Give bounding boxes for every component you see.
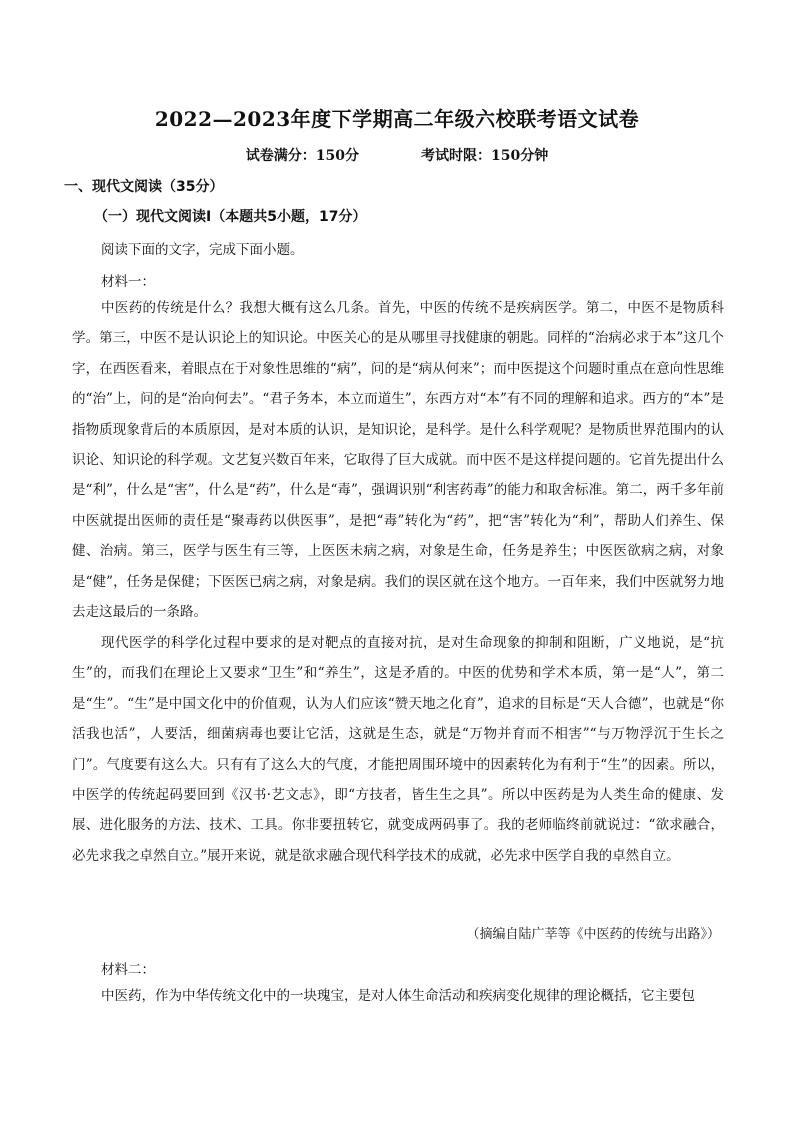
material-one-label: 材料一： bbox=[101, 274, 155, 290]
subsection-heading: （一）现代文阅读Ⅰ（本题共5小题，17分） bbox=[94, 209, 367, 225]
section-heading: 一、现代文阅读（35分） bbox=[64, 179, 224, 195]
material-one-source: （摘编自陆广莘等《中医药的传统与出路》） bbox=[466, 927, 720, 942]
full-score: 试卷满分：150分 bbox=[245, 148, 359, 164]
exam-meta bbox=[0, 145, 794, 165]
time-limit: 考试时限：150分钟 bbox=[421, 148, 549, 164]
material-two-paragraph-1: 中医药，作为中华传统文化中的一块瑰宝，是对人体生命活动和疾病变化规律的理论概括，它主要包 bbox=[101, 988, 695, 1004]
reading-instruction: 阅读下面的文字，完成下面小题。 bbox=[101, 242, 304, 258]
exam-title: 2022—2023年度下学期高二年级六校联考语文试卷 bbox=[154, 107, 640, 131]
material-one-paragraph-1: 中医药的传统是什么？我想大概有这么几条。首先，中医的传统不是疾病医学。第二，中医不是物质科学。第三，中医不是认识论上的知识论。中医关心的是从哪里寻找健康的朝匙。同样的“治病必求于本”这几个字，在西医看来，着眼点在于对象性思维的“病”，问的是“病从何来”；而中医提这个问题时重点在意向性思维的“治”上，问的是“治向何去”。“君子务本，本立而道生”，东西方对“本”有不同的理解和追求。西方的“本”是指物质现象背后的本质原因，是对本质的认识，是知识论，是科学。是什么科学观呢？是物质世界范围内的认识论、知识论的科学观。文艺复兴数百年来，它取得了巨大成就。而中医不是这样提问题的。它首先提出什么是“利”，什么是“害”，什么是“药”，什么是“毒”，强调识别“利害药毒”的能力和取舍标准。第二，两千多年前中医就提出医师的责任是“聚毒药以供医事”，是把“毒”转化为“药”，把“害”转化为“利”，帮助人们养生、保健、治病。第三，医学与医生有三等，上医医未病之病，对象是生命，任务是养生；中医医欲病之病，对象是“健”，任务是保健；下医医已病之病，对象是病。我们的误区就在这个地方。一百年来，我们中医就努力地去走这最后的一条路。 bbox=[72, 300, 724, 621]
material-two-label: 材料二： bbox=[101, 962, 155, 978]
material-one-paragraph-2: 现代医学的科学化过程中要求的是对靶点的直接对抗，是对生命现象的抑制和阻断，广义地说，是“抗生”的，而我们在理论上又要求“卫生”和“养生”，这是矛盾的。中医的优势和学术本质，第一是“人”，第二是“生”。“生”是中国文化中的价值观，认为人们应该“赞天地之化育”，追求的目标是“天人合德”，也就是“你活我也活”，人要活，细菌病毒也要让它活，这就是生态，就是“万物并育而不相害”“与万物浮沉于生长之门”。气度要有这么大。只有有了这么大的气度，才能把周围环境中的因素转化为有利于“生”的因素。所以，中医学的传统起码要回到《汉书·艺文志》，即“方技者，皆生生之具”。所以中医药是为人类生命的健康、发展、进化服务的方法、技术、工具。你非要扭转它，就变成两码事了。我的老师临终前就说过：“欲求融合，必先求我之卓然自立。”展开来说，就是欲求融合现代科学技术的成就，必先求中医学自我的卓然自立。 bbox=[72, 635, 724, 864]
